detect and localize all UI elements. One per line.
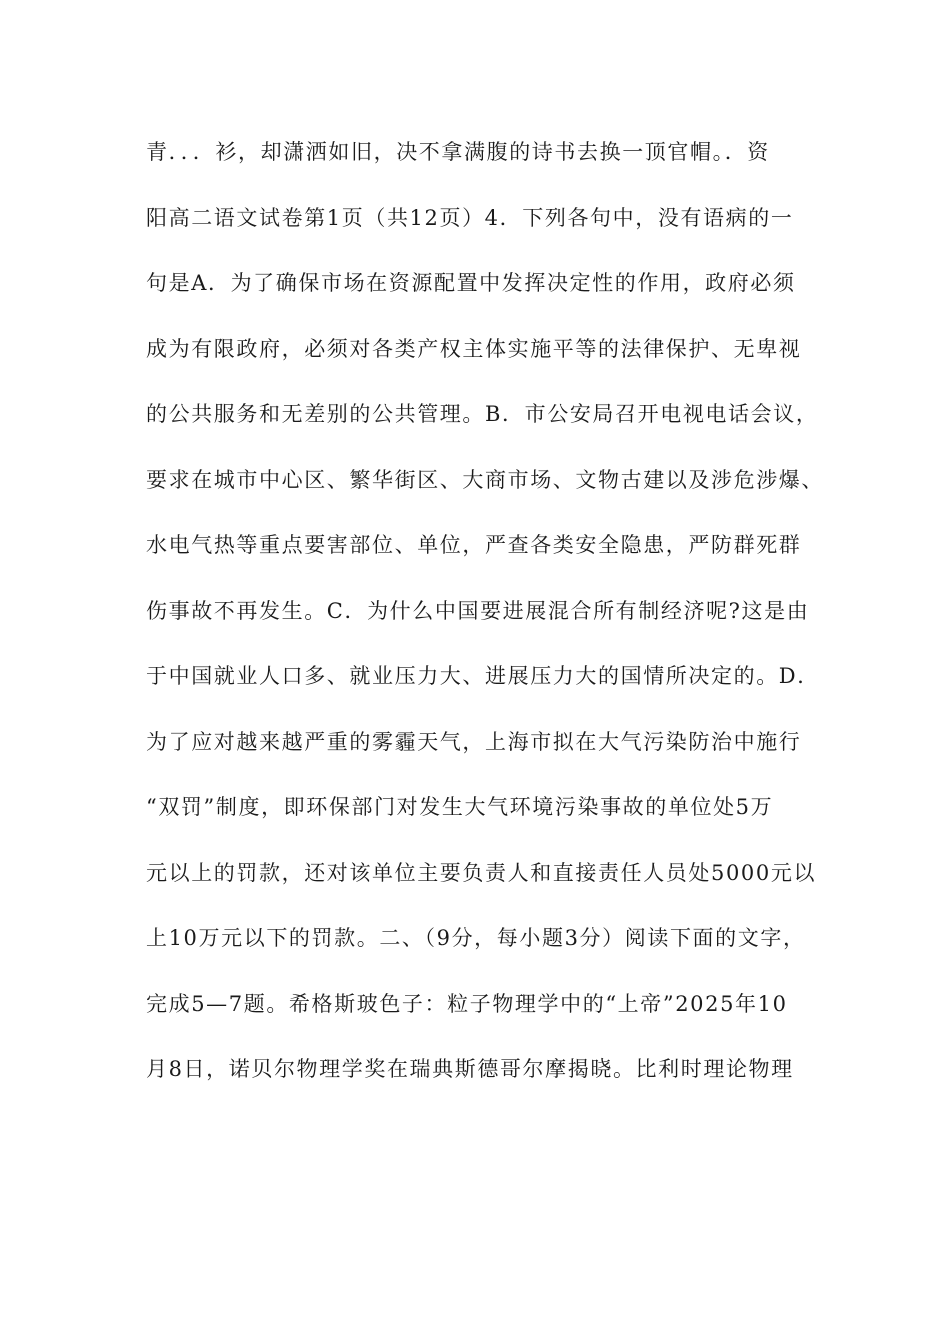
text-line: 完成5—7题。希格斯玻色子：粒子物理学中的“上帝”2025年10 <box>146 991 788 1016</box>
text-line: 青．．．衫，却潇洒如旧，决不拿满腹的诗书去换一顶官帽。．资 <box>146 140 770 164</box>
text-line: 要求在城市中心区、繁华街区、大商市场、文物古建以及涉危涉爆、 <box>146 467 824 492</box>
text-line: 上10万元以下的罚款。二、（9分，每小题3分）阅读下面的文字， <box>146 926 806 950</box>
text-line: 的公共服务和无差别的公共管理。B．市公安局召开电视电话会议， <box>146 402 819 426</box>
text-line: 成为有限政府，必须对各类产权主体实施平等的法律保护、无卑视 <box>146 336 802 361</box>
text-line: 句是A．为了确保市场在资源配置中发挥决定性的作用，政府必须 <box>146 271 796 295</box>
text-line: 月8日，诺贝尔物理学奖在瑞典斯德哥尔摩揭晓。比利时理论物理 <box>146 1057 794 1081</box>
text-line: 元以上的罚款，还对该单位主要负责人和直接责任人员处5000元以 <box>146 860 817 885</box>
body-text <box>146 128 826 1111</box>
text-line: “双罚”制度，即环保部门对发生大气环境污染事故的单位处5万 <box>146 795 774 819</box>
text-line: 为了应对越来越严重的雾霾天气，上海市拟在大气污染防治中施行 <box>146 729 802 754</box>
text-line: 阳高二语文试卷第1页（共12页）4．下列各句中，没有语病的一 <box>146 205 794 230</box>
text-line: 伤事故不再发生。C．为什么中国要进展混合所有制经济呢?这是由 <box>146 598 810 623</box>
text-line: 于中国就业人口多、就业压力大、进展压力大的国情所决定的。D． <box>146 664 820 688</box>
text-line: 水电气热等重点要害部位、单位，严查各类安全隐患，严防群死群 <box>146 533 802 557</box>
